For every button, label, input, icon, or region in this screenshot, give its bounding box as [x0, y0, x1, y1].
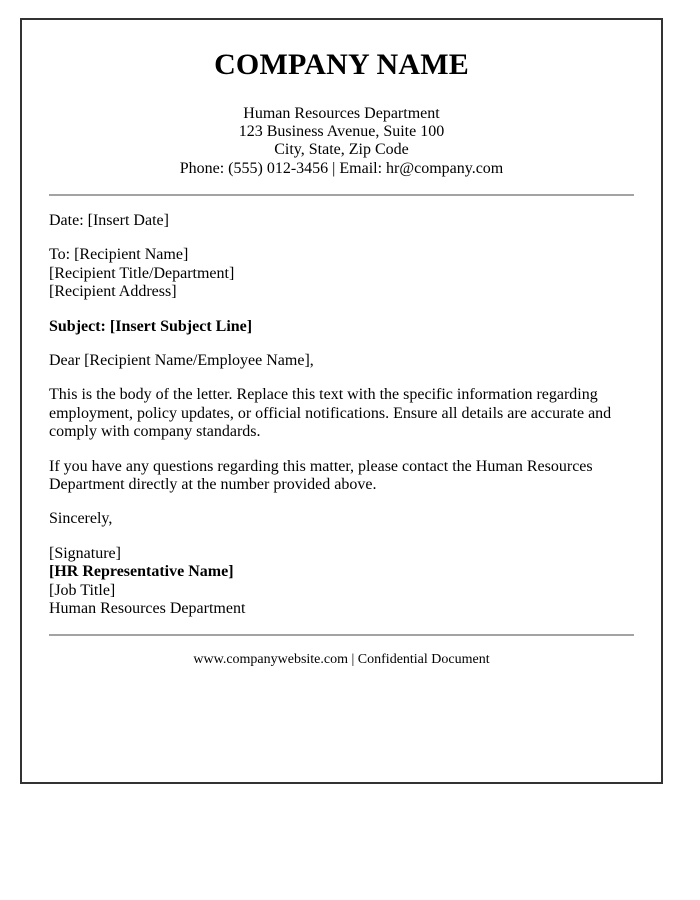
signature-block [49, 545, 634, 619]
closing-line: Sincerely, [49, 510, 113, 528]
company-street-line: 123 Business Avenue, Suite 100 [238, 122, 445, 140]
subject-line: Subject: [Insert Subject Line] [49, 317, 253, 335]
body-paragraph-2: If you have any questions regarding this matter, please contact the Human Resources Department directly at the number provided above. [49, 457, 593, 493]
recipient-block [49, 246, 634, 301]
signature-placeholder-line: [Signature] [49, 544, 121, 562]
letter-document [20, 18, 663, 784]
recipient-title-line: [Recipient Title/Department] [49, 264, 235, 282]
signature-department-line: Human Resources Department [49, 599, 246, 617]
header-divider [49, 194, 634, 196]
date-line: Date: [Insert Date] [49, 212, 169, 230]
letterhead [49, 48, 634, 178]
signature-job-title-line: [Job Title] [49, 581, 116, 599]
company-contact-line: Phone: (555) 012-3456 | Email: hr@company.com [179, 159, 504, 177]
salutation-line: Dear [Recipient Name/Employee Name], [49, 352, 314, 370]
company-department-line: Human Resources Department [243, 104, 440, 122]
body-paragraph-1: This is the body of the letter. Replace this text with the specific information regarding employment, policy updates, or official notifications. Ensure all details are accurate and comply with company standards. [49, 386, 612, 441]
recipient-address-line: [Recipient Address] [49, 283, 177, 301]
company-address-block [49, 105, 634, 179]
company-name-title: COMPANY NAME [214, 48, 469, 81]
recipient-to-line: To: [Recipient Name] [49, 246, 189, 264]
footer-divider [49, 634, 634, 636]
document-footer-text: www.companywebsite.com | Confidential Document [193, 652, 490, 668]
signature-name-line: [HR Representative Name] [49, 563, 234, 581]
company-city-line: City, State, Zip Code [274, 141, 409, 159]
